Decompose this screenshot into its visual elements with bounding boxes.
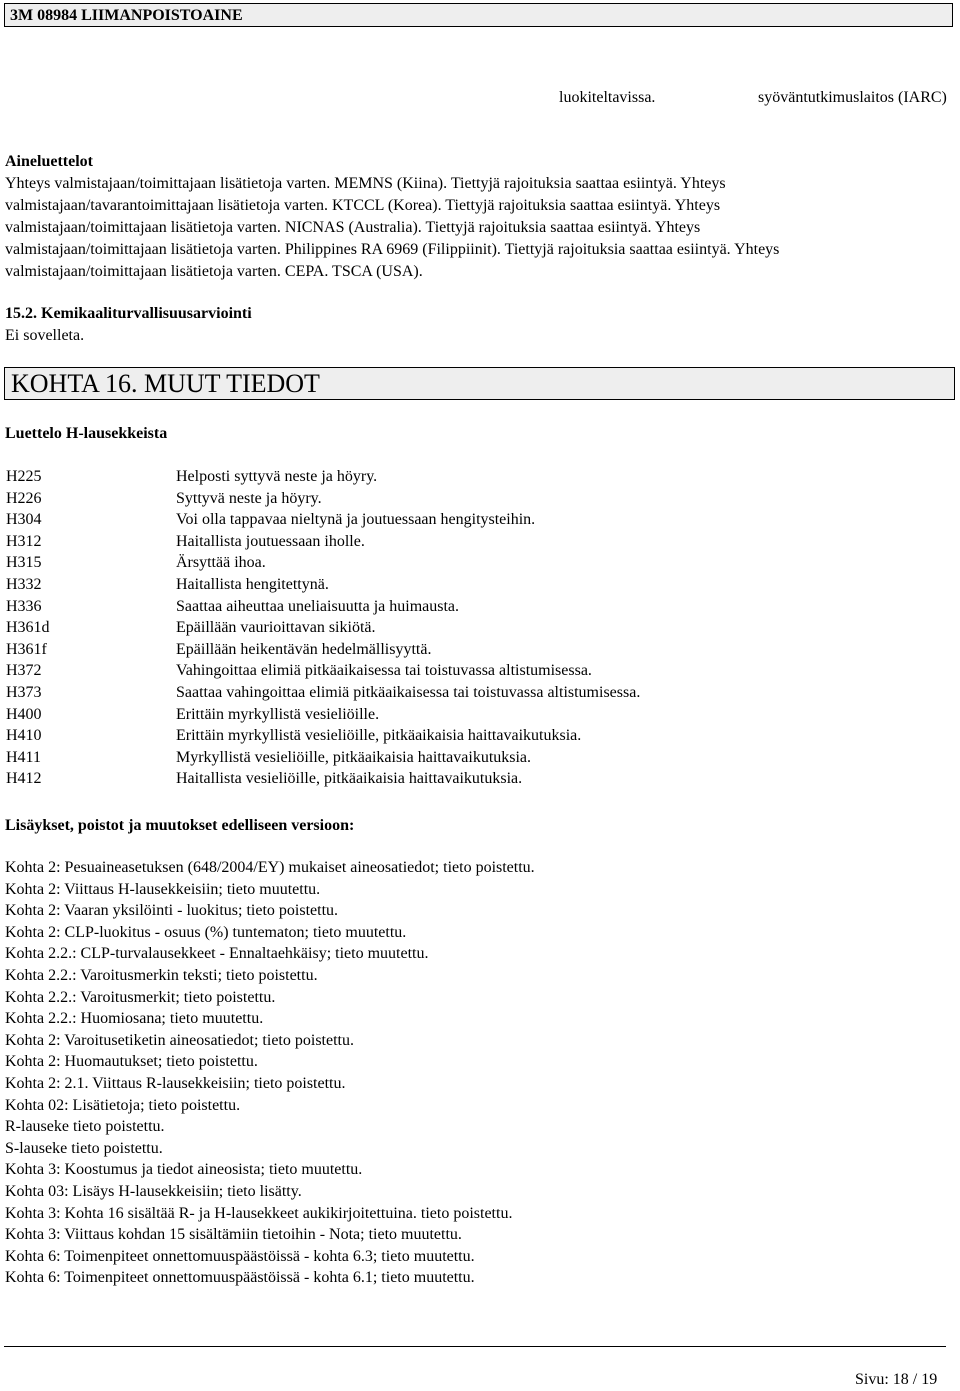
h-statement-code: H412 (6, 770, 42, 788)
h-statement-row (6, 639, 906, 661)
h-statement-row (6, 574, 906, 596)
inventory-line: valmistajaan/toimittajaan lisätietoja varten. NICNAS (Australia). Tiettyjä rajoituksia saattaa esiintyä. Yhteys (5, 219, 701, 236)
change-item: Kohta 3: Kohta 16 sisältää R- ja H-lausekkeet aukikirjoitettuina. tieto poistettu. (5, 1204, 513, 1222)
h-statement-code: H304 (6, 511, 42, 529)
section-15-2-heading: 15.2. Kemikaaliturvallisuusarviointi (5, 305, 252, 322)
h-statement-row (6, 704, 906, 726)
section-16-header (4, 367, 955, 400)
change-item: Kohta 2.2.: Varoitusmerkin teksti; tieto poistettu. (5, 966, 318, 984)
change-item: Kohta 3: Viittaus kohdan 15 sisältämiin tietoihin - Nota; tieto muutettu. (5, 1226, 462, 1244)
product-title: 3M 08984 LIIMANPOISTOAINE (10, 7, 243, 24)
h-statement-row (6, 660, 906, 682)
change-item: Kohta 3: Koostumus ja tiedot aineosista; tieto muutettu. (5, 1161, 363, 1179)
change-item: Kohta 2: CLP-luokitus - osuus (%) tuntematon; tieto muutettu. (5, 923, 407, 941)
h-statement-row (6, 747, 906, 769)
h-statement-code: H410 (6, 727, 42, 745)
change-item: Kohta 6: Toimenpiteet onnettomuuspäästöissä - kohta 6.3; tieto muutettu. (5, 1247, 475, 1265)
change-item: Kohta 2: Huomautukset; tieto poistettu. (5, 1053, 258, 1071)
h-statement-text: Syttyvä neste ja höyry. (176, 489, 322, 507)
table-fragment-cell-1: luokiteltavissa. (559, 89, 656, 106)
change-item: Kohta 2.2.: Huomiosana; tieto muutettu. (5, 1010, 264, 1028)
h-statement-text: Haitallista hengitettynä. (176, 575, 329, 593)
section-15-2-text: Ei sovelleta. (5, 327, 85, 344)
changes-heading: Lisäykset, poistot ja muutokset edelliseen versioon: (5, 817, 355, 834)
page-number: Sivu: 18 / 19 (855, 1371, 938, 1388)
h-statement-row (6, 531, 906, 553)
h-statement-text: Saattaa aiheuttaa uneliaisuutta ja huimausta. (176, 597, 460, 615)
inventory-line: valmistajaan/toimittajaan lisätietoja varten. CEPA. TSCA (USA). (5, 263, 423, 280)
h-statement-text: Epäillään heikentävän hedelmällisyyttä. (176, 640, 432, 658)
change-item: Kohta 2: Vaaran yksilöinti - luokitus; tieto poistettu. (5, 902, 339, 920)
changes-list (5, 857, 935, 1289)
h-statement-row (6, 466, 906, 488)
change-item: Kohta 6: Toimenpiteet onnettomuuspäästöissä - kohta 6.1; tieto muutettu. (5, 1269, 475, 1287)
h-statement-code: H315 (6, 554, 42, 572)
h-statement-row (6, 488, 906, 510)
h-statement-text: Helposti syttyvä neste ja höyry. (176, 468, 378, 485)
h-statement-code: H373 (6, 683, 42, 701)
h-statement-code: H225 (6, 468, 42, 485)
h-statement-row (6, 768, 906, 790)
change-item: Kohta 2: Viittaus H-lausekkeisiin; tieto muutettu. (5, 880, 321, 898)
h-statement-code: H332 (6, 575, 42, 593)
h-statement-code: H372 (6, 662, 42, 680)
h-statement-row (6, 617, 906, 639)
change-item: S-lauseke tieto poistettu. (5, 1139, 163, 1157)
h-statement-row (6, 596, 906, 618)
inventory-line: valmistajaan/tavarantoimittajaan lisätietoja varten. KTCCL (Korea). Tiettyjä rajoituksia saattaa esiintyä. Yhteys (5, 197, 721, 214)
inventory-line: valmistajaan/toimittajaan lisätietoja varten. Philippines RA 6969 (Filippiinit). Tiettyjä rajoituksia saattaa esiintyä. Yhteys (5, 241, 780, 258)
h-statement-code: H336 (6, 597, 42, 615)
h-statement-text: Saattaa vahingoittaa elimiä pitkäaikaisessa tai toistuvassa altistumisessa. (176, 683, 641, 701)
change-item: Kohta 02: Lisätietoja; tieto poistettu. (5, 1096, 241, 1114)
h-statement-code: H361f (6, 640, 47, 658)
h-statement-code: H226 (6, 489, 42, 507)
change-item: Kohta 2.2.: CLP-turvalausekkeet - Ennaltaehkäisy; tieto muutettu. (5, 945, 429, 963)
h-statement-code: H411 (6, 748, 41, 766)
h-statement-text: Haitallista vesieliöille, pitkäaikaisia haittavaikutuksia. (176, 770, 523, 788)
h-statement-row (6, 509, 906, 531)
h-statement-row (6, 682, 906, 704)
h-statement-text: Erittäin myrkyllistä vesieliöille, pitkäaikaisia haittavaikutuksia. (176, 727, 582, 745)
h-statement-row (6, 725, 906, 747)
footer-divider (4, 1346, 946, 1347)
h-statement-text: Epäillään vaurioittavan sikiötä. (176, 619, 376, 637)
h-statement-row (6, 552, 906, 574)
change-item: R-lauseke tieto poistettu. (5, 1118, 165, 1136)
h-statement-code: H400 (6, 705, 42, 723)
h-statement-text: Vahingoittaa elimiä pitkäaikaisessa tai toistuvassa altistumisessa. (176, 662, 592, 680)
inventory-paragraph (5, 173, 935, 283)
change-item: Kohta 03: Lisäys H-lausekkeisiin; tieto lisätty. (5, 1182, 302, 1200)
h-statement-code: H361d (6, 619, 50, 637)
h-statements-heading: Luettelo H-lausekkeista (5, 425, 168, 442)
table-fragment-cell-2: syöväntutkimuslaitos (IARC) (758, 89, 947, 106)
h-statement-text: Haitallista joutuessaan iholle. (176, 532, 365, 550)
h-statement-code: H312 (6, 532, 42, 550)
h-statements-list (6, 466, 906, 790)
inventory-line: Yhteys valmistajaan/toimittajaan lisätietoja varten. MEMNS (Kiina). Tiettyjä rajoituksia saattaa esiintyä. Yhteys (5, 175, 726, 192)
h-statement-text: Erittäin myrkyllistä vesieliöille. (176, 705, 380, 723)
change-item: Kohta 2.2.: Varoitusmerkit; tieto poistettu. (5, 988, 276, 1006)
h-statement-text: Voi olla tappavaa nieltynä ja joutuessaan hengitysteihin. (176, 511, 536, 529)
change-item: Kohta 2: Varoitusetiketin aineosatiedot; tieto poistettu. (5, 1031, 354, 1049)
h-statement-text: Ärsyttää ihoa. (176, 554, 266, 572)
h-statement-text: Myrkyllistä vesieliöille, pitkäaikaisia haittavaikutuksia. (176, 748, 532, 766)
change-item: Kohta 2: 2.1. Viittaus R-lausekkeisiin; tieto poistettu. (5, 1074, 346, 1092)
change-item: Kohta 2: Pesuaineasetuksen (648/2004/EY) mukaiset aineosatiedot; tieto poistettu. (5, 859, 535, 876)
section-16-title: KOHTA 16. MUUT TIEDOT (11, 369, 320, 398)
inventory-heading: Aineluettelot (5, 153, 93, 170)
document-header (4, 3, 953, 27)
